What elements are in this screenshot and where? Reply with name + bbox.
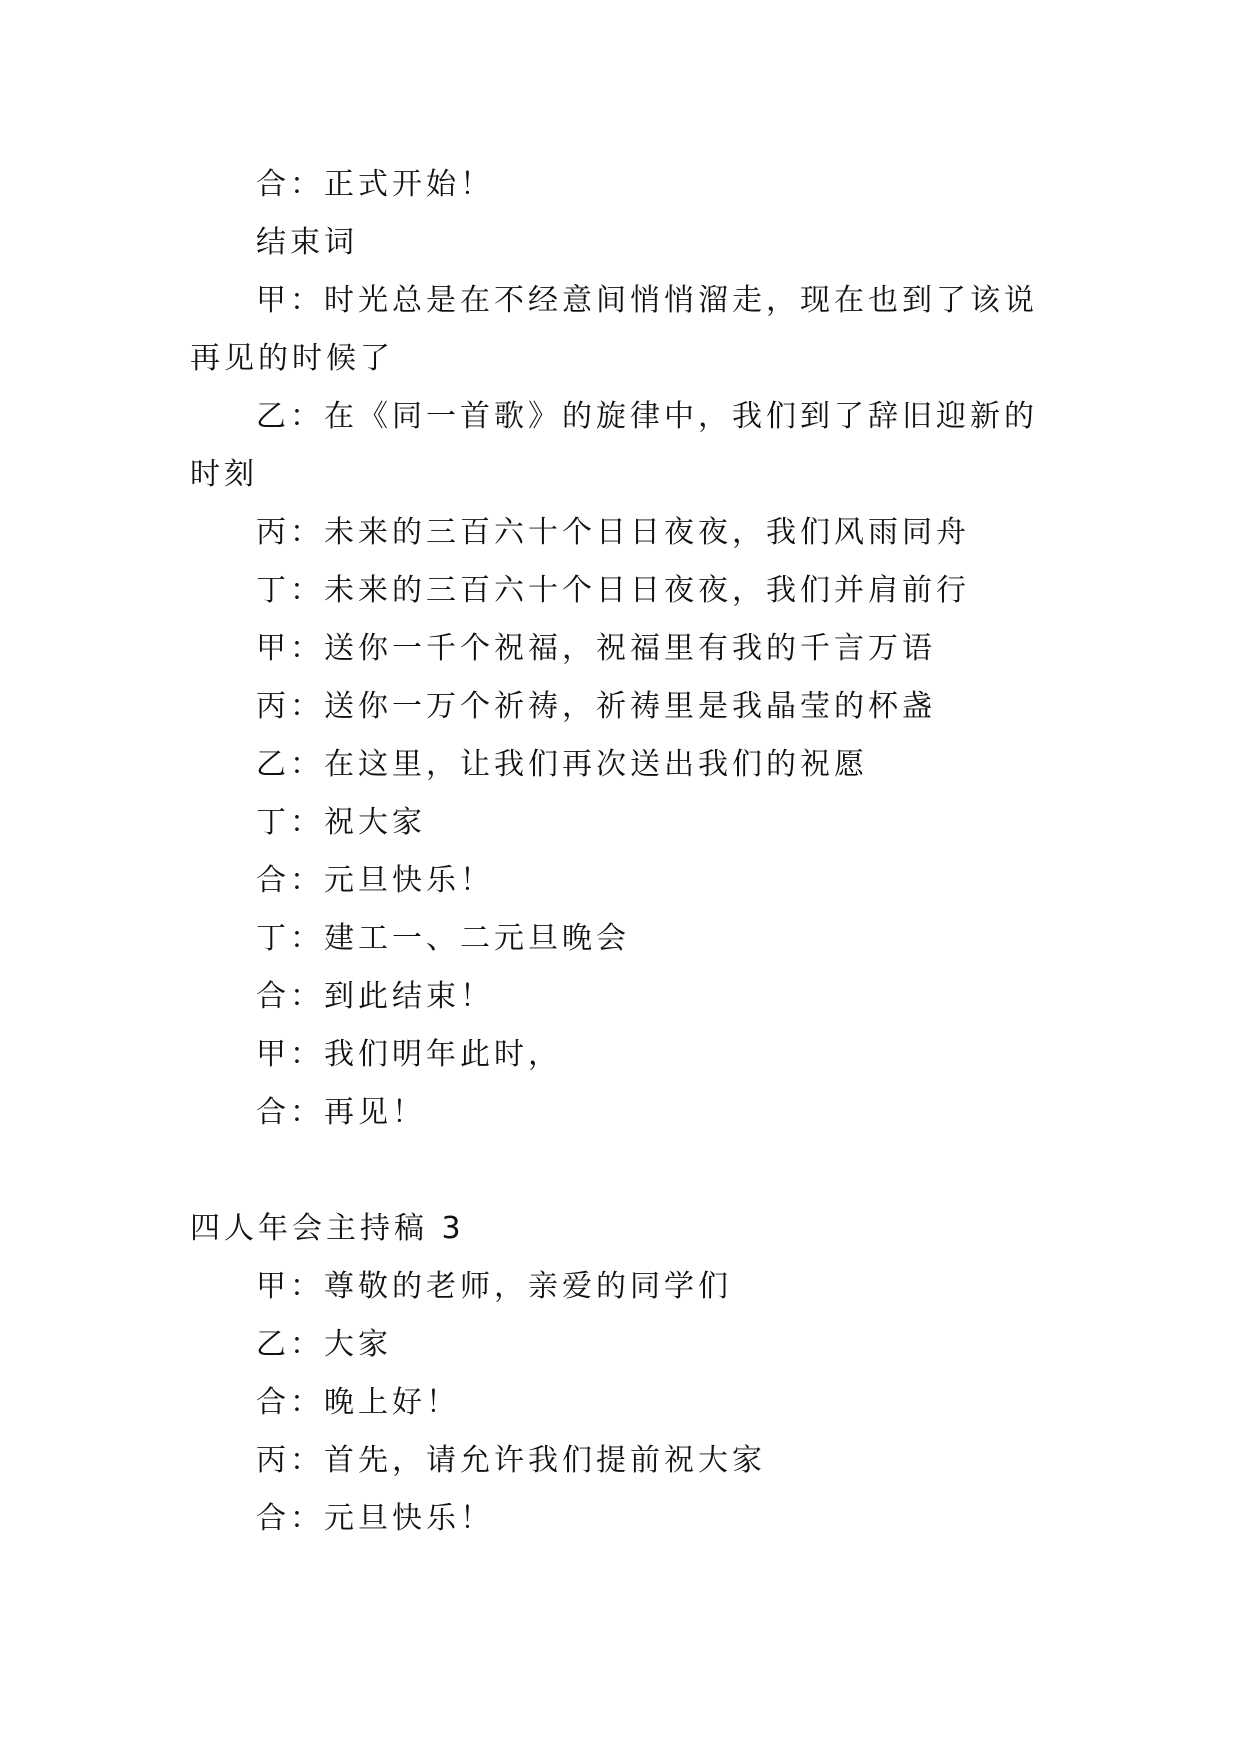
paragraph: 结束词: [256, 225, 358, 260]
paragraph: 甲：尊敬的老师，亲爱的同学们: [256, 1269, 732, 1304]
paragraph: 合：晚上好！: [256, 1385, 460, 1420]
paragraph: 丁：未来的三百六十个日日夜夜，我们并肩前行: [256, 573, 970, 608]
paragraph: 合：到此结束！: [256, 979, 494, 1014]
paragraph: 乙：在《同一首歌》的旋律中，我们到了辞旧迎新的时刻: [190, 399, 1038, 492]
document-body: [190, 156, 1050, 1548]
paragraph: 合：再见！: [256, 1095, 426, 1130]
paragraph: 丁：建工一、二元旦晚会: [256, 921, 630, 956]
paragraph: 丙：未来的三百六十个日日夜夜，我们风雨同舟: [256, 515, 970, 550]
paragraph: 合：正式开始！: [256, 167, 494, 202]
section-heading: 四人年会主持稿 3: [190, 1211, 465, 1246]
paragraph: 丁：祝大家: [256, 805, 426, 840]
paragraph: 合：元旦快乐！: [256, 863, 494, 898]
paragraph: 合：元旦快乐！: [256, 1501, 494, 1536]
paragraph: 丙：首先，请允许我们提前祝大家: [256, 1443, 766, 1478]
paragraph: 丙：送你一万个祈祷，祈祷里是我晶莹的杯盏: [256, 689, 936, 724]
paragraph: 甲：送你一千个祝福，祝福里有我的千言万语: [256, 631, 936, 666]
section-spacer: [190, 1142, 1050, 1200]
paragraph: 甲：时光总是在不经意间悄悄溜走，现在也到了该说再见的时候了: [190, 283, 1038, 376]
paragraph: 甲：我们明年此时，: [256, 1037, 562, 1072]
paragraph: 乙：在这里，让我们再次送出我们的祝愿: [256, 747, 868, 782]
paragraph: 乙：大家: [256, 1327, 392, 1362]
